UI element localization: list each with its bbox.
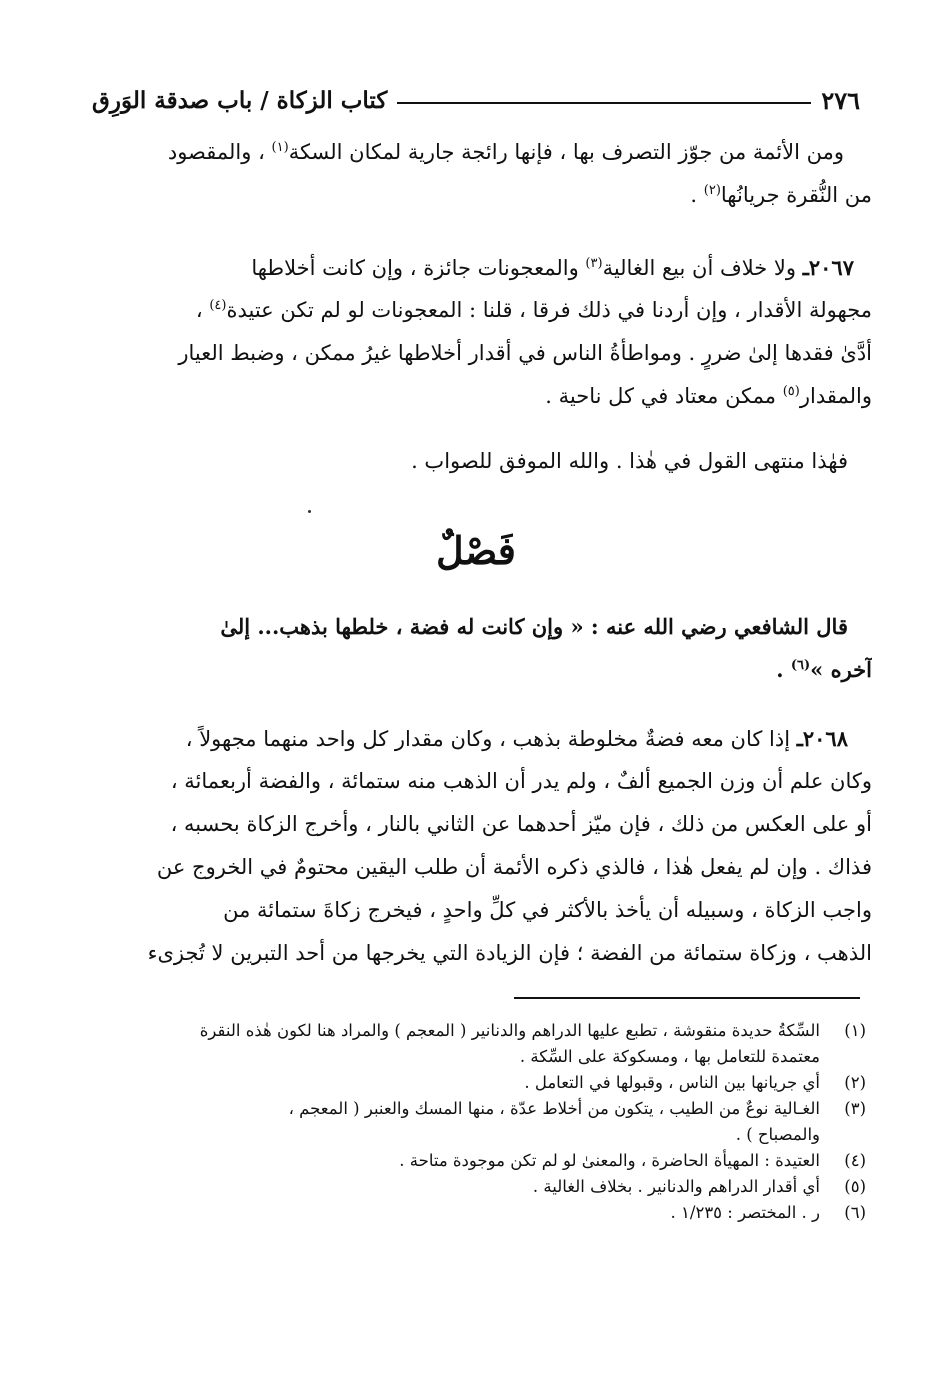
- footnote-text: أي جريانها بين الناس ، وقبولها في التعامل .: [524, 1073, 820, 1092]
- p2067-line-2: مجهولة الأقدار ، وإن أردنا في ذلك فرقا ، قلنا : المعجونات لو لم تكن عتيدة$^{(٤)}$ ،: [195, 298, 872, 322]
- paragraph-2068: [80, 717, 872, 975]
- footnote-text: معتمدة للتعامل بها ، ومسكوكة على السِّكة .: [519, 1047, 820, 1066]
- quote-line-1: قال الشافعي رضي الله عنه : « وإن كانت له فضة ، خلطها بذهب... إلىٰ: [220, 614, 848, 639]
- footnote-number: (٤): [844, 1151, 866, 1170]
- footnote-number: (١): [844, 1021, 866, 1040]
- footnote-text: الغـالية نوعٌ من الطيب ، يتكون من أخلاط عدّة ، منها المسك والعنبر ( المعجم ،: [288, 1099, 820, 1118]
- footnote-number: (٦): [844, 1203, 866, 1222]
- closing-paragraph: [80, 440, 872, 483]
- p2068-line-4: فذاك . وإن لم يفعل هٰذا ، فالذي ذكره الأئمة أن طلب اليقين محتومٌ في الخروج عن: [156, 855, 872, 879]
- p2068-line-6: الذهب ، وزكاة ستمائة من الفضة ؛ فإن الزيادة التي يخرجها من أحد التبرين لا تُجزىء: [147, 941, 872, 965]
- page-number: ٢٧٦: [821, 85, 860, 115]
- footnote-1: [82, 1018, 866, 1070]
- footnote-text: العتيدة : المهيأة الحاضرة ، والمعنىٰ لو لم تكن موجودة متاحة .: [399, 1151, 820, 1170]
- footnote-3: [82, 1096, 866, 1148]
- footnote-separator: [514, 997, 860, 999]
- footnote-ref-2[interactable]: (٢): [703, 183, 721, 198]
- closing-line: فهٰذا منتهى القول في هٰذا . والله الموفق للصواب .: [411, 449, 848, 473]
- footnote-text: ر . المختصر : ١/٢٣٥ .: [670, 1203, 820, 1222]
- footnote-4: [82, 1148, 866, 1174]
- footnote-ref-6[interactable]: (٦): [790, 658, 811, 673]
- footnote-text: أي أقدار الدراهم والدنانير . بخلاف الغالية .: [532, 1177, 820, 1196]
- intro-line-2: من النُّقرة جريانُها$^{(٢)}$ .: [690, 183, 872, 207]
- footnote-2: [82, 1070, 866, 1096]
- footnote-number: (٢): [844, 1073, 866, 1092]
- p2067-line-1: ٢٠٦٧ـ ولا خلاف أن بيع الغالية$^{(٣)}$ والمعجونات جائزة ، وإن كانت أخلاطها: [251, 255, 854, 280]
- footnote-ref-5[interactable]: (٥): [782, 384, 800, 399]
- p2068-line-5: واجب الزكاة ، وسبيله أن يأخذ بالأكثر في كلِّ واحدٍ ، فيخرج زكاةَ ستمائة من: [223, 898, 872, 922]
- p2068-line-1: ٢٠٦٨ـ إذا كان معه فضةٌ مخلوطة بذهب ، وكان مقدار كل واحد منهما مجهولاً ،: [185, 726, 848, 751]
- footnote-ref-4[interactable]: (٤): [209, 298, 227, 313]
- p2068-line-3: أو على العكس من ذلك ، فإن ميّز أحدهما عن الثاني بالنار ، وأخرج الزكاة بحسبه ،: [170, 812, 872, 836]
- header-rule: [397, 102, 811, 104]
- p2068-line-2: وكان علم أن وزن الجميع ألفٌ ، ولم يدر أن الذهب منه ستمائة ، والفضة أربعمائة ،: [170, 769, 872, 793]
- intro-line-1: ومن الأئمة من جوّز التصرف بها ، فإنها رائجة جارية لمكان السكة$^{(١)}$ ، والمقصود: [167, 140, 844, 164]
- paragraph-number-2067: ٢٠٦٧ـ: [802, 255, 854, 280]
- ink-speck: [308, 510, 311, 513]
- shafii-quote: [80, 605, 872, 691]
- footnote-number: (٣): [844, 1099, 866, 1118]
- footnote-text: والمصباح ) .: [735, 1125, 820, 1144]
- paragraph-number-2068: ٢٠٦٨ـ: [796, 726, 848, 751]
- footnote-number: (٥): [844, 1177, 866, 1196]
- running-title: كتاب الزكاة / باب صدقة الوَرِق: [92, 86, 388, 114]
- quote-line-2: آخره »$^{(٦)}$ .: [776, 657, 872, 682]
- page-header: [92, 80, 860, 120]
- footnotes: [82, 1018, 866, 1226]
- intro-paragraph: [80, 131, 872, 217]
- footnote-text: السِّكةُ حديدة منقوشة ، تطبع عليها الدراهم والدنانير ( المعجم ) والمراد هنا لكون هٰذه النقرة: [199, 1021, 820, 1040]
- footnote-6: [82, 1200, 866, 1226]
- footnote-ref-1[interactable]: (١): [271, 140, 289, 155]
- paragraph-2067: [80, 246, 872, 418]
- footnote-ref-3[interactable]: (٣): [585, 256, 603, 271]
- p2067-line-3: أدَّىٰ فقدها إلىٰ ضررٍ . ومواطأةُ الناس في أقدار أخلاطها غيرُ ممكن ، وضبط العيار: [178, 341, 872, 365]
- footnote-5: [82, 1174, 866, 1200]
- section-heading: فَصْلٌ: [436, 528, 516, 573]
- p2067-line-4: والمقدار$^{(٥)}$ ممكن معتاد في كل ناحية .: [545, 384, 872, 408]
